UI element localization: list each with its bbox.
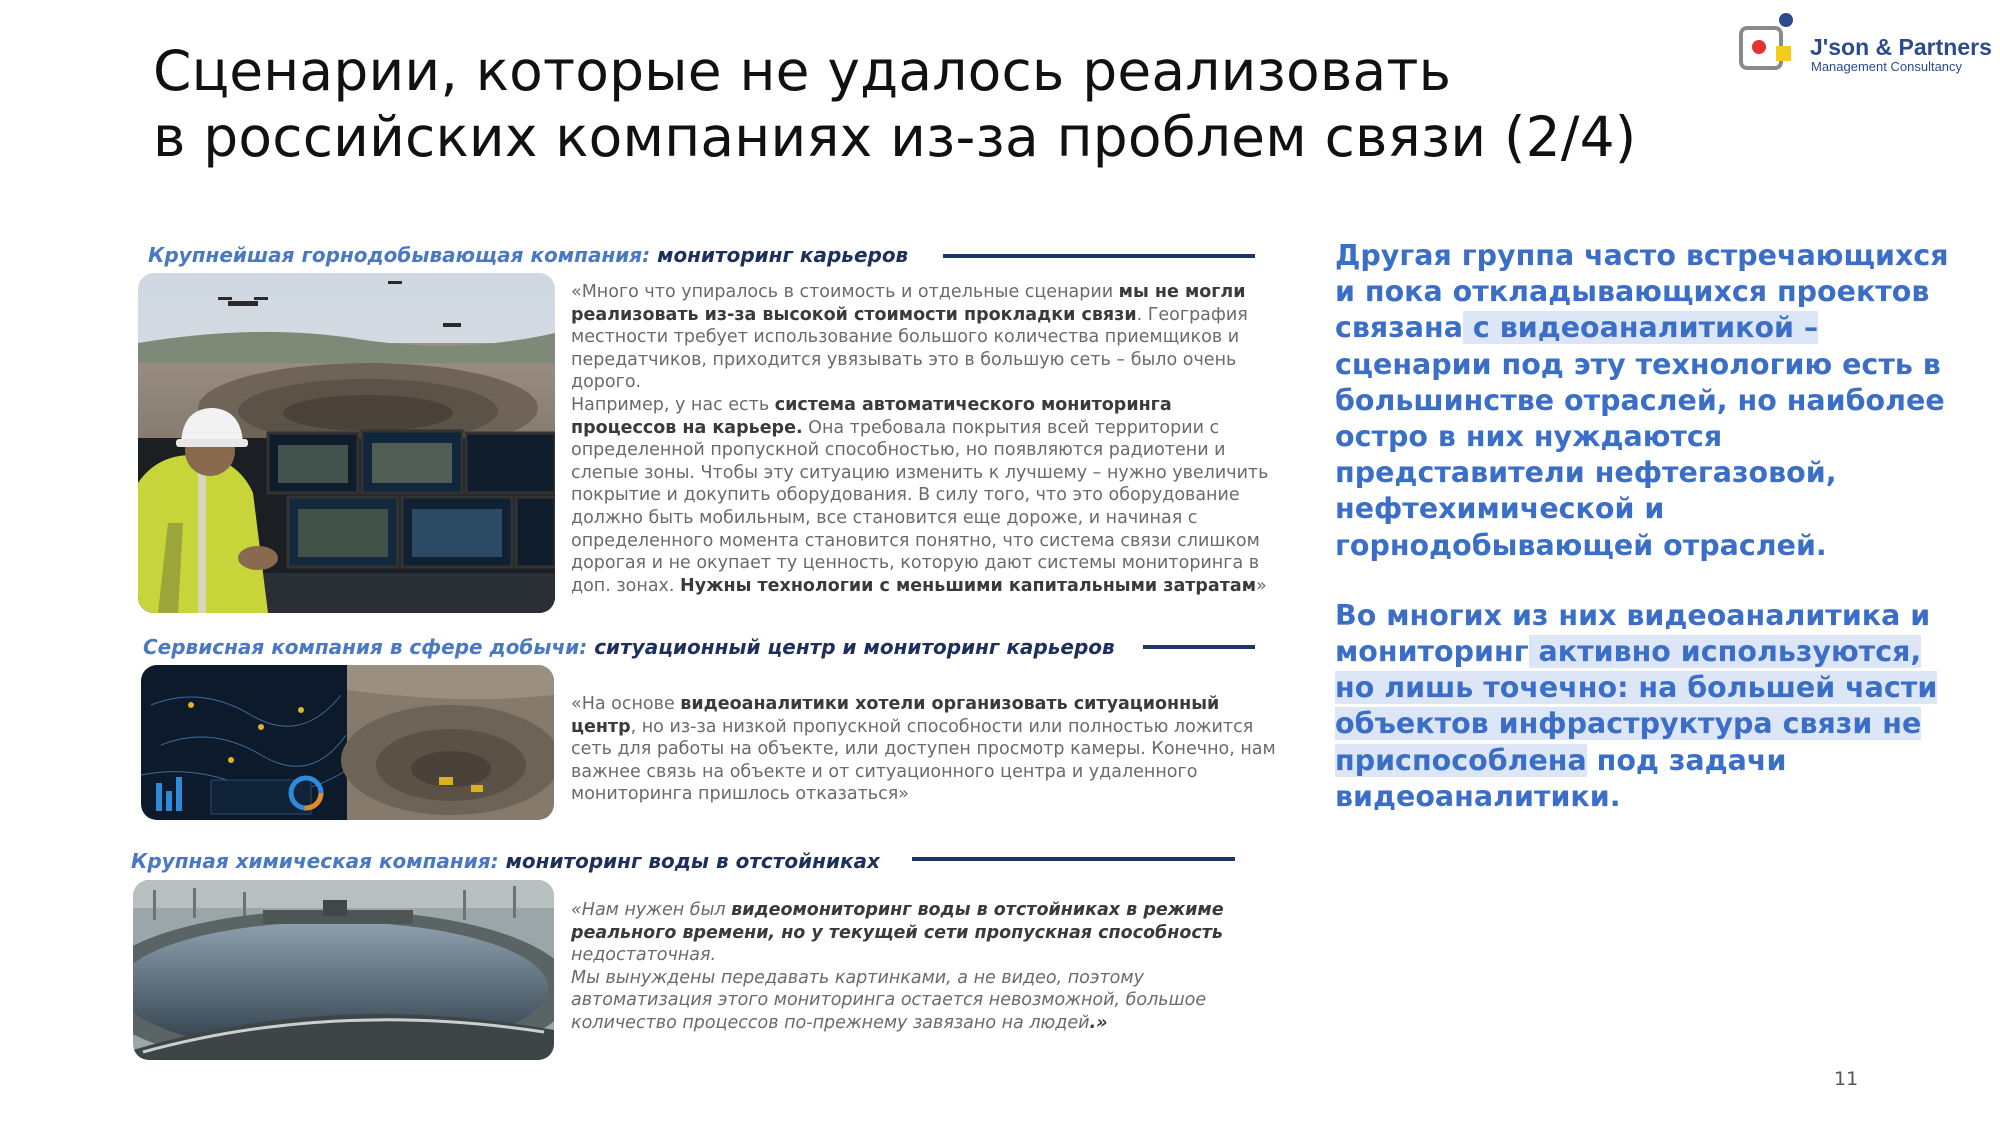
case-2-topic: ситуационный центр и мониторинг карьеров	[594, 635, 1115, 659]
case-1-rule	[943, 254, 1255, 258]
case-3-quote-paragraph-2	[571, 967, 1277, 1035]
quote-text: , но из-за низкой пропускной способности или полностью ложится сеть для работы на объекте, или доступен просмотр камеры. Конечно, нам важнее связь на объекте и от ситуационного центра и удаленного мониторинга пришлось отказаться»	[571, 716, 1276, 805]
company-logo	[1738, 10, 1992, 80]
case-1-heading	[148, 243, 908, 267]
case-3-rule	[912, 857, 1235, 861]
quote-text: недостаточная.	[571, 945, 717, 966]
case-1-company: Крупнейшая горнодобывающая компания:	[148, 243, 651, 267]
quote-text: Например, у нас есть	[571, 394, 775, 415]
summary-text-part: под задачи видеоаналитики.	[1335, 743, 1787, 813]
summary-paragraph-1	[1335, 238, 1955, 564]
quote-text: «На основе	[571, 694, 681, 714]
case-3-heading	[131, 849, 880, 873]
quote-emphasis: мы не могли реализовать из-за высокой стоимости прокладки связи	[571, 282, 1246, 325]
quote-emphasis: видеоаналитики хотели организовать ситуационный центр	[571, 694, 1220, 737]
page-title	[153, 38, 1803, 170]
case-3-company: Крупная химическая компания:	[131, 849, 499, 873]
summary-text-part: сценарии под эту технологию есть в большинстве отраслей, но наиболее остро в них нуждаются представители нефтегазовой, нефтехимической и горнодобывающей отраслей.	[1335, 347, 1945, 562]
page-title-line-2: в российских компаниях из-за проблем связи (2/4)	[153, 105, 1637, 169]
case-3-quote-paragraph-1	[571, 899, 1277, 967]
quote-emphasis: .»	[1089, 1012, 1108, 1033]
quote-text: «Нам нужен был	[571, 900, 732, 920]
case-1-quote-paragraph-2	[571, 394, 1277, 597]
page-title-line-1: Сценарии, которые не удалось реализовать	[153, 39, 1452, 103]
summary-text-part: Во многих из них видеоаналитика и мониторинг	[1335, 598, 1931, 669]
logo-mark-icon	[1738, 10, 1808, 80]
quote-text: . География местности требует использование большого количества приемщиков и передатчиков, приходится увязывать это в большую сеть – было очень дорого.	[571, 304, 1248, 393]
case-3-photo-settling-tank	[133, 880, 554, 1060]
case-3-quote	[571, 899, 1277, 1035]
case-2-quote	[571, 693, 1277, 806]
case-2-rule	[1143, 645, 1255, 649]
summary-text-part: Другая группа часто встречающихся и пока откладывающихся проектов связана	[1335, 239, 1949, 345]
quote-text: Она требовала покрытия всей территории с определенной пропускной способностью, но появляются радиотени и слепые зоны. Чтобы эту ситуацию изменить к лучшему – нужно увеличить покрытие и докупить оборудования. В силу того, что это оборудование должно быть мобильным, все становится еще дороже, и начиная с определенного момента становится понятно, что система связи слишком дорогая и не окупает ту ценность, которую дают системы мониторинга в доп. зонах.	[571, 417, 1269, 596]
case-1-quote-paragraph-1	[571, 281, 1277, 394]
case-1-photo-mine-control-room	[138, 273, 555, 613]
quote-emphasis: видеомониторинг воды в отстойниках в режиме реального времени, но у текущей сети пропускная способность	[571, 900, 1224, 943]
logo-name: J'son & Partners	[1810, 34, 1992, 60]
quote-text: Мы вынуждены передавать картинками, а не видео, поэтому автоматизация этого мониторинга остается невозможной, большое количество процессов по-прежнему завязано на людей	[571, 967, 1207, 1033]
quote-emphasis: система автоматического мониторинга процессов на карьере.	[571, 394, 1172, 438]
summary-highlight: с видеоаналитикой –	[1462, 311, 1819, 345]
quote-text: «Много что упиралось в стоимость и отдельные сценарии	[571, 282, 1119, 302]
case-2-quote-paragraph-1	[571, 693, 1277, 806]
quote-text: »	[1256, 575, 1267, 596]
summary-paragraph-2	[1335, 598, 1955, 815]
case-1-topic: мониторинг карьеров	[657, 243, 909, 267]
summary-highlight: активно используются, но лишь точечно: на большей части объектов инфраструктура связи не приспособлена	[1335, 635, 1938, 777]
quote-emphasis: Нужны технологии с меньшими капитальными затратам	[680, 575, 1257, 596]
page-number: 11	[1834, 1068, 1859, 1090]
case-2-company: Сервисная компания в сфере добычи:	[143, 635, 588, 659]
logo-subtitle: Management Consultancy	[1811, 59, 1963, 74]
case-2-heading	[143, 635, 1115, 659]
case-3-topic: мониторинг воды в отстойниках	[505, 849, 880, 873]
case-2-photo-situation-center	[141, 665, 554, 820]
summary-text	[1335, 238, 1955, 815]
case-1-quote	[571, 281, 1277, 597]
